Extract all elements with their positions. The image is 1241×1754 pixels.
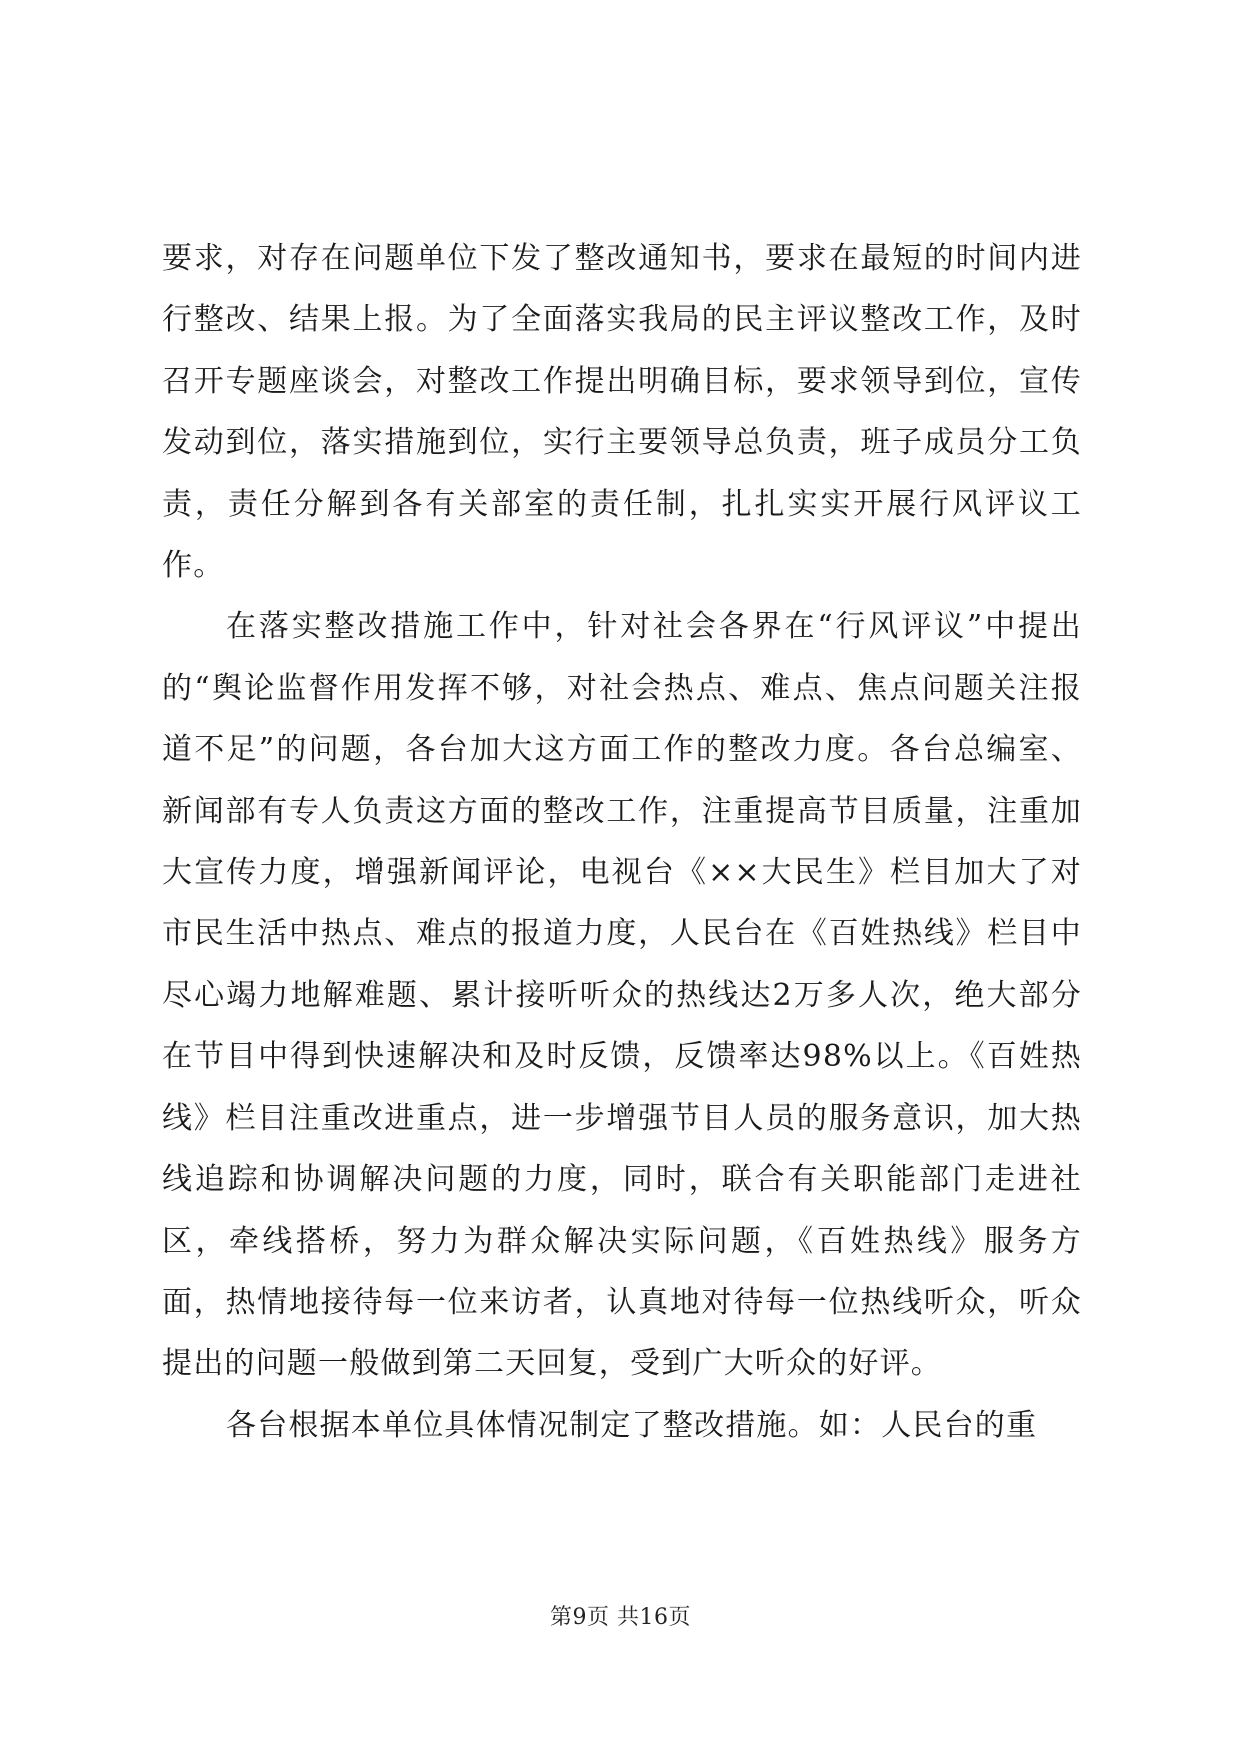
paragraph-station-measures: 各台根据本单位具体情况制定了整改措施。如：人民台的重 — [226, 1407, 1038, 1443]
paragraph-continuation: 要求，对存在问题单位下发了整改通知书，要求在最短的时间内进行整改、结果上报。为了全面落实我局的民主评议整改工作，及时召开专题座谈会，对整改工作提出明确目标，要求领导到位，宣传发动到位，落实措施到位，实行主要领导总负责，班子成员分工负责，责任分解到各有关部室的责任制，扎扎实实开展行风评议工作。 — [162, 241, 1082, 584]
paragraph-rectification-measures: 在落实整改措施工作中，针对社会各界在“行风评议”中提出的“舆论监督作用发挥不够，对社会热点、难点、焦点问题关注报道不足”的问题，各台加大这方面工作的整改力度。各台总编室、新闻部有专人负责这方面的整改工作，注重提高节目质量，注重加大宣传力度，增强新闻评论，电视台《××大民生》栏目加大了对市民生活中热点、难点的报道力度，人民台在《百姓热线》栏目中尽心竭力地解难题、累计接听听众的热线达2万多人次，绝大部分在节目中得到快速解决和及时反馈，反馈率达98%以上。《百姓热线》栏目注重改进重点，进一步增强节目人员的服务意识，加大热线追踪和协调解决问题的力度，同时，联合有关职能部门走进社区，牵线搭桥，努力为群众解决实际问题，《百姓热线》服务方面，热情地接待每一位来访者，认真地对待每一位热线听众，听众提出的问题一般做到第二天回复，受到广大听众的好评。 — [162, 609, 1082, 1382]
document-body — [162, 228, 1082, 1456]
page-number-footer: 第9页 共16页 — [550, 1605, 691, 1630]
